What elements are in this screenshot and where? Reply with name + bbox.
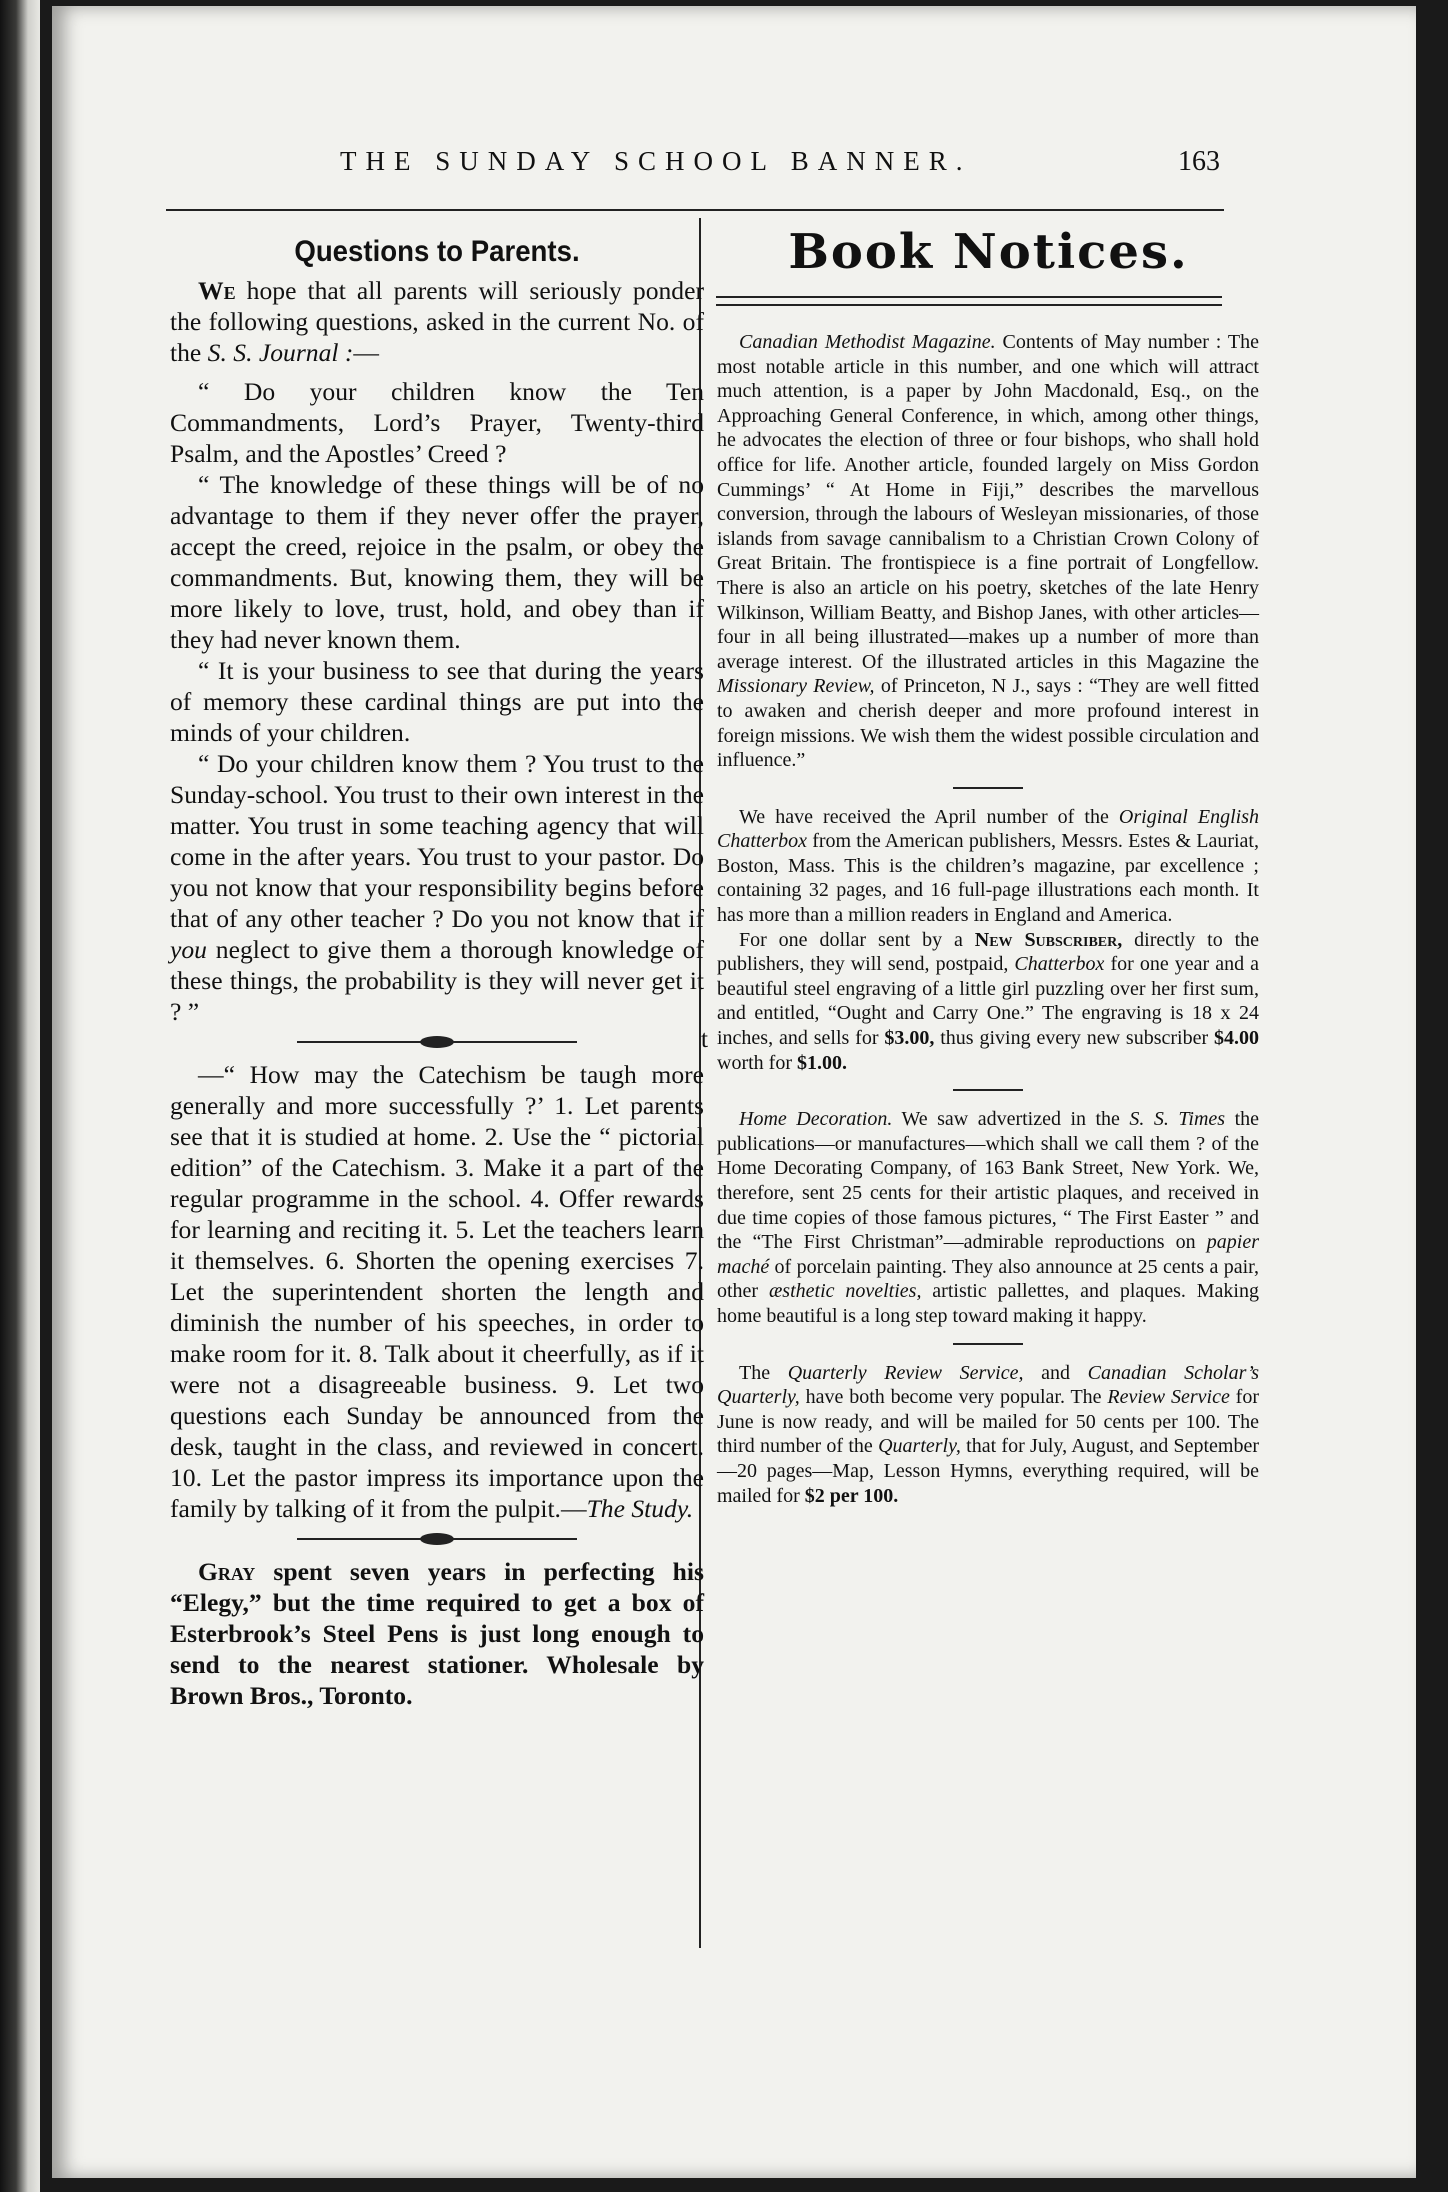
text-run: from the American publishers, Messrs. Estes & Lauriat, Boston, Mass. This is the children’s magazine, par excellence ; containing 32 pages, and 16 full-page illustrations each month. It has more than a million readers in England and America. [717,830,1259,927]
ornament-dot [420,1533,454,1545]
bold-run: $1.00. [796,1051,847,1074]
text-run: We have received the April number of the [739,805,1119,828]
book-gutter [0,0,40,2192]
text-run: “ Do your children know them ? You trust to the Sunday-school. You trust to their own interest in the matter. You trust in some teaching agency that will come in the after years. You trust to your pastor. Do you not know that your responsibility begins before that of any other teacher ? Do you not know that if [170,749,704,933]
italic-run: Original English Chatterbox [717,805,1259,853]
paragraph [170,1556,704,1711]
text-run: directly to the publishers, they will send, postpaid, [717,928,1260,976]
paragraph [717,330,1259,773]
paragraph [170,1059,704,1524]
paragraph [717,1361,1259,1509]
italic-run: Chatterbox [1014,953,1105,976]
text-run: of Princeton, N J., says : “They are well fitted to awaken and cherish deeper and more profound interest in foreign missions. We wish them the widest possible circulation and influence.” [717,675,1260,772]
paragraph: “ It is your business to see that during the years of memory these cardinal things are put into the minds of your children. [170,656,704,747]
italic-run: S. S. Journal : [207,338,354,367]
text-run: for June is now ready, and will be mailed for 50 cents per 100. The third number of the [717,1386,1260,1458]
text-run: that for July, August, and September—20 pages—Map, Lesson Hymns, everything required, will be mailed for [717,1435,1259,1507]
text-run: spent seven years in perfecting his “Elegy,” but the time required to get a box of Esterbrook’s Steel Pens is just long enough to send to the nearest stationer. Wholesale by Brown Bros., Toronto. [170,1557,704,1710]
paragraph [170,748,704,1027]
text-run: For one dollar sent by a [739,928,975,951]
text-run: neglect to give them a thorough knowledge of these things, the probability is they will never get it ? ” [170,935,704,1026]
text-run: The [739,1361,788,1384]
lead-word: Gray [198,1557,256,1586]
bold-run: $2 per 100. [804,1484,899,1507]
text-run: artistic pallettes, and plaques. Making home beautiful is a long step toward making it happy. [717,1280,1259,1327]
text-run: and [1023,1361,1088,1384]
text-run: thus giving every new subscriber [934,1027,1214,1050]
paragraph [717,805,1259,928]
stray-mark: t [700,1024,708,1053]
text-run: of porcelain painting. They also announce at 25 cents a pair, other [717,1255,1259,1303]
smallcaps-run: New Subscriber, [974,928,1123,951]
paragraph: “ The knowledge of these things will be of no advantage to them if they never offer the prayer, accept the creed, rejoice in the psalm, or obey the commandments. But, knowing them, they will be more likely to love, trust, hold, and obey than if they had never known them. [170,470,704,654]
bold-run: $4.00 [1214,1027,1259,1050]
paragraph: “ Do your children know the Ten Commandments, Lord’s Prayer, Twenty-third Psalm, and the Apostles’ Creed ? [170,377,704,468]
short-rule [953,1089,1023,1091]
bold-run: $3.00, [884,1027,935,1050]
short-rule [953,1343,1023,1345]
italic-run: you [170,935,207,964]
italic-run: The Study. [586,1494,694,1523]
lead-word: We [198,276,236,305]
paragraph [717,928,1259,1076]
right-column [717,330,1259,1508]
title-double-rule [716,296,1222,306]
text-run: —“ How may the Catechism be taugh more generally and more successfully ?’ 1. Let parents see that it is studied at home. 2. Use the “ pictorial edition” of the Catechism. 3. Make it a part of the regular programme in the school. 4. Offer rewards for learning and reciting it. 5. Let the teachers learn it themselves. 6. Shorten the opening exercises 7. Let the superintendent shorten the length and diminish the number of his speeches, in order to make room for it. 8. Talk about it cheerfully, as if it were not a disagreeable business. 9. Let two questions each Sunday be announced from the desk, taught in the class, and reviewed in concert. 10. Let the pastor impress its importance upon the family by talking of it from the pulpit.— [170,1060,704,1523]
short-rule [953,787,1023,789]
italic-run: Canadian Scholar’s Quarterly, [717,1361,1259,1409]
section-title: Book Notices. [788,224,1189,280]
italic-run: S. S. Times [1129,1108,1226,1131]
italic-run: Missionary Review, [717,675,875,698]
left-column [170,235,708,1711]
running-title: THE SUNDAY SCHOOL BANNER. [340,146,972,176]
italic-run: Home Decoration. [739,1108,893,1131]
italic-run: Quarterly, [878,1435,961,1458]
text-run: worth for [717,1051,797,1074]
ornament-divider [297,1532,577,1546]
paragraph [170,275,704,368]
text-run: Contents of May number : The most notable article in this number, and one which will attract much attention, is a paper by John Macdonald, Esq., on the Approaching General Conference, in which, among other things, he advocates the election of three or four bishops, who shall hold office for life. Another article, founded largely on Miss Gordon Cummings’ “ At Home in Fiji,” describes the marvellous conversion, through the labours of Wesleyan missionaries, of those islands from savage cannibalism to a Christian Crown Colony of Great Britain. The frontispiece is a fine portrait of Longfellow. There is also an article on his poetry, sketches of the late Henry Wilkinson, William Beatty, and Bishop Janes, with other articles—four in all being illustrated—makes up a number of more than average interest. Of the illustrated articles in this Magazine the [717,331,1259,673]
text-run: — [353,338,379,367]
italic-run: papier maché [717,1231,1259,1278]
text-run: We saw advertized in the [892,1108,1130,1131]
text-run: hope that all parents will seriously ponder the following questions, asked in the current No. of the [170,276,704,367]
ornament-dot [420,1036,454,1048]
text-run: have both become very popular. The [799,1386,1108,1409]
article-title: Questions to Parents. [294,235,580,268]
paragraph [717,1107,1259,1328]
ornament-divider [297,1035,577,1049]
italic-run: æsthetic novelties, [768,1280,922,1303]
italic-run: Quarterly Review Service, [787,1361,1024,1384]
italic-run: Canadian Methodist Magazine. [739,331,996,353]
page-number: 163 [1178,146,1220,177]
text-run: the publications—or manufactures—which shall we call them ? of the Home Decorating Company, of 163 Bank Street, New York. We, therefore, sent 25 cents for their artistic plaques, and received in due time copies of those famous pictures, “ The First Easter ” and the “The First Christman”—admirable reproductions on [717,1108,1259,1254]
header-rule [166,209,1224,211]
italic-run: Review Service [1107,1386,1230,1409]
text-run: for one year and a beautiful steel engraving of a little girl puzzling over her first sum, and entitled, “Ought and Carry One.” The engraving is 18 x 24 inches, and sells for [717,953,1259,1050]
